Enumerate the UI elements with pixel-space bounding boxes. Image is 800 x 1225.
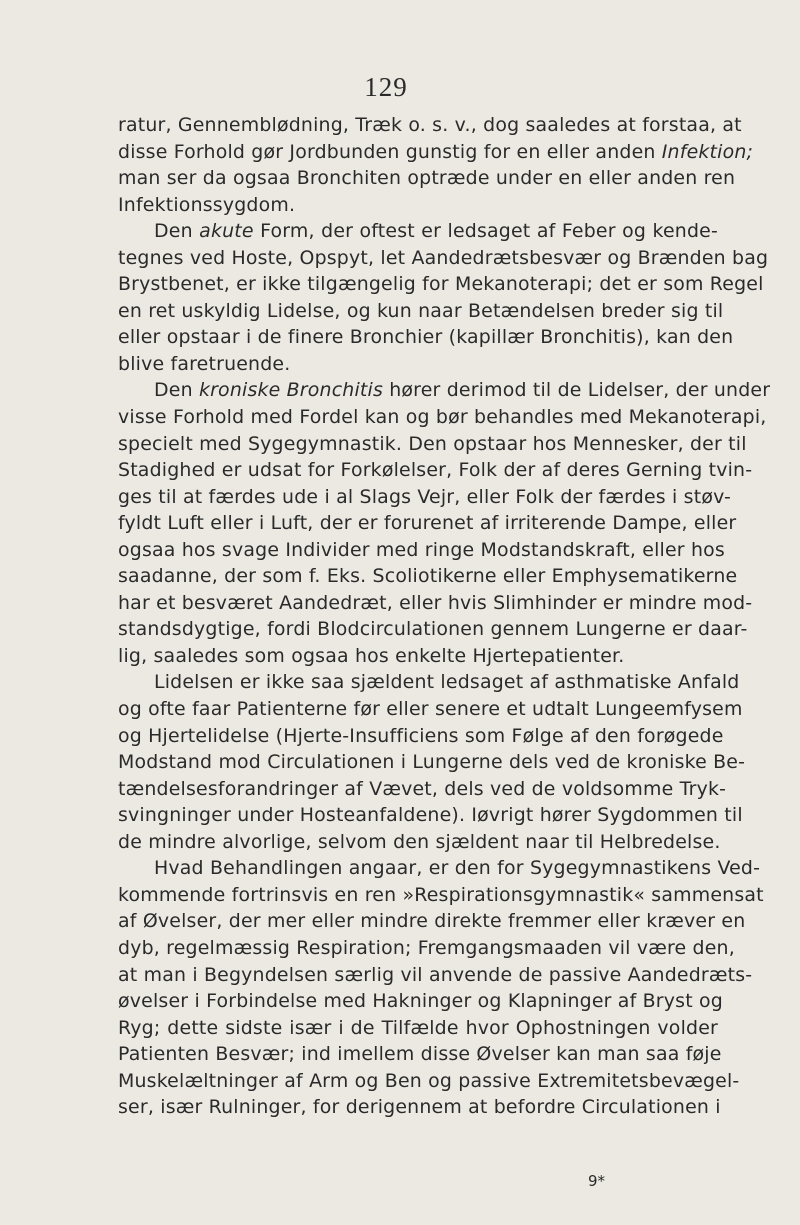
text-line: specielt med Sygegymnastik. Den opstaar hos Mennesker, der til (118, 432, 747, 455)
text-line: eller opstaar i de finere Bronchier (kapillær Bronchitis), kan den (118, 326, 734, 349)
text-line: svingninger under Hosteanfaldene). Iøvrigt hører Sygdommen til (118, 804, 743, 827)
text-line: dyb, regelmæssig Respiration; Fremgangsmaaden vil være den, (118, 936, 735, 959)
text-line: disse Forhold gør Jordbunden gunstig for en eller anden Infektion; (118, 140, 754, 163)
text-line: Infektionssygdom. (118, 193, 296, 216)
text-line: at man i Begyndelsen særlig vil anvende de passive Aandedræts- (118, 963, 753, 986)
text-line: man ser da ogsaa Bronchiten optræde under en eller anden ren (118, 167, 736, 190)
text-line: kommende fortrinsvis en ren »Respirationsgymnastik« sammensat (118, 883, 764, 906)
text-line: blive faretruende. (118, 352, 291, 375)
text-line: og Hjertelidelse (Hjerte-Insufficiens som Følge af den forøgede (118, 724, 724, 747)
text-line: og ofte faar Patienterne før eller senere et udtalt Lungeemfysem (118, 698, 743, 721)
text-line: fyldt Luft eller i Luft, der er forurenet af irriterende Dampe, eller (118, 512, 737, 535)
text-line: Muskelæltninger af Arm og Ben og passive Extremitetsbevægel- (118, 1069, 740, 1092)
paragraph-start-line: Den akute Form, der oftest er ledsaget af Feber og kende- (154, 220, 718, 243)
text-line: af Øvelser, der mer eller mindre direkte fremmer eller kræver en (118, 910, 746, 933)
paragraph-start-line: Lidelsen er ikke saa sjældent ledsaget af asthmatiske Anfald (154, 671, 740, 694)
paragraph-start-line: Hvad Behandlingen angaar, er den for Sygegymnastikens Ved- (154, 857, 761, 880)
text-line: ogsaa hos svage Individer med ringe Modstandskraft, eller hos (118, 538, 725, 561)
text-line: Modstand mod Circulationen i Lungerne dels ved de kroniske Be- (118, 751, 746, 774)
text-line: Stadighed er udsat for Forkølelser, Folk der af deres Gerning tvin- (118, 459, 753, 482)
text-line: Patienten Besvær; ind imellem disse Øvelser kan man saa føje (118, 1043, 722, 1066)
text-line: Brystbenet, er ikke tilgængelig for Mekanoterapi; det er som Regel (118, 273, 764, 296)
text-line: tændelsesforandringer af Vævet, dels ved de voldsomme Tryk- (118, 777, 727, 800)
text-line: ser, især Rulninger, for derigennem at befordre Circulationen i (118, 1096, 721, 1119)
text-line: ratur, Gennemblødning, Træk o. s. v., dog saaledes at forstaa, at (118, 114, 742, 136)
text-line: en ret uskyldig Lidelse, og kun naar Betændelsen breder sig til (118, 299, 724, 322)
body-text (118, 112, 771, 1121)
text-line: har et besværet Aandedræt, eller hvis Slimhinder er mindre mod- (118, 591, 753, 614)
paragraph-start-line: Den kroniske Bronchitis hører derimod til de Lidelser, der under (154, 379, 771, 402)
text-line: tegnes ved Hoste, Opspyt, let Aandedrætsbesvær og Brænden bag (118, 246, 769, 269)
signature-mark: 9* (588, 1172, 606, 1190)
text-line: øvelser i Forbindelse med Hakninger og Klapninger af Bryst og (118, 990, 723, 1013)
text-line: saadanne, der som f. Eks. Scoliotikerne eller Emphysematikerne (118, 565, 738, 588)
text-line: ges til at færdes ude i al Slags Vejr, eller Folk der færdes i støv- (118, 485, 731, 508)
text-line: lig, saaledes som ogsaa hos enkelte Hjertepatienter. (118, 644, 625, 667)
text-line: standsdygtige, fordi Blodcirculationen gennem Lungerne er daar- (118, 618, 748, 641)
text-line: visse Forhold med Fordel kan og bør behandles med Mekanoterapi, (118, 406, 767, 429)
page-number: 129 (364, 72, 408, 102)
text-line: de mindre alvorlige, selvom den sjældent naar til Helbredelse. (118, 830, 721, 853)
text-line: Ryg; dette sidste især i de Tilfælde hvor Ophostningen volder (118, 1016, 718, 1039)
